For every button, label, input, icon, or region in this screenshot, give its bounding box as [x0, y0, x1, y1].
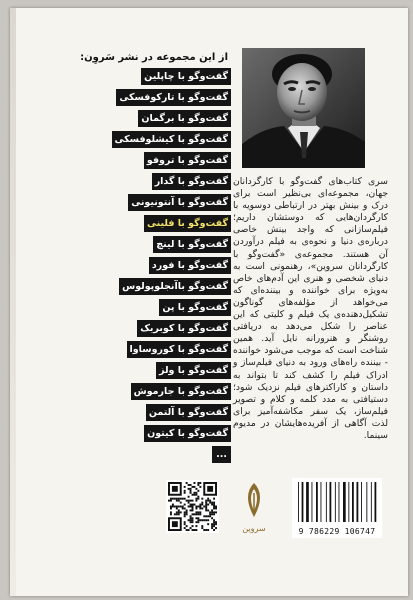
series-title-label: گفت‌وگو با کوبریک: [137, 320, 231, 337]
series-title-label: گفت‌وگو با ولز: [156, 362, 231, 379]
series-title-label: گفت‌وگو با گدار: [152, 173, 231, 190]
series-title-item: [127, 110, 231, 127]
isbn-barcode: [292, 478, 382, 538]
series-title-item: [127, 362, 231, 379]
isbn-number: 9 786229 106747: [298, 527, 376, 536]
series-title-label: گفت‌وگو با آنتونیونی: [128, 194, 231, 211]
series-title-item: [127, 257, 231, 274]
leaf-logo-icon: [240, 481, 268, 521]
series-title-item: [114, 131, 231, 148]
series-title-item: [119, 89, 231, 106]
series-title-item: [127, 425, 231, 442]
series-title-item: [127, 236, 231, 253]
series-title-label: گفت‌وگو با فورد: [149, 257, 231, 274]
series-title-label: گفت‌وگو با جارموش: [131, 383, 231, 400]
series-title-label: گفت‌وگو باآنجلوپولوس: [119, 278, 231, 295]
author-portrait: [242, 48, 365, 168]
series-title-list: [114, 68, 231, 467]
series-description: سری کتاب‌های گفت‌وگو با کارگردانان جهان، مجموعه‌ای بی‌نظیر است برای درک و بینش بهتر در ارتباطی دوسویه با کارگردان‌هایی که دوستشان داریم؛ فیلم‌سازانی که واجد بینش خاصی درباره‌ی دنیا و نحوه‌ی به فیلم درآوردن آن هستند. مجموعه‌ی «گفت‌وگو با کارگردانان سروین»، رهنمونی است به دنیای شخصی و هنری این آدم‌های خاص به‌ویژه برای خواننده و بیننده‌ای که می‌خواهد از مؤلفه‌های گوناگون تشکیل‌دهنده‌ی یک فیلم و کلیتی که این عناصر را شکل می‌دهد به دریافتی روشنگر و هنرورانه نایل آید. همین شناخت است که موجب می‌شود خواننده - بیننده راه‌های ورود به دنیای فیلم‌ساز و ادراک فیلم را کشف کند تا بتواند به داستان و کاراکترهای فیلم نزدیک شود؛ دستیافتی به مدد کلمه و کلام و تصویر فیلم‌ساز، یک سفر مکاشفه‌آمیز برای لذت آگاهی از آفریده‌هایشان در مدیوم سینما.: [233, 176, 388, 441]
cover-edge: [10, 8, 16, 596]
qr-code[interactable]: [166, 480, 219, 533]
series-title-item: [127, 152, 231, 169]
series-heading: از این مجموعه در نشر سَروِن:: [80, 52, 228, 63]
series-title-item: [127, 404, 231, 421]
series-title-item: [127, 68, 231, 85]
series-title-label: گفت‌وگو با پن: [159, 299, 231, 316]
series-title-item: [127, 215, 231, 232]
series-title-item: [127, 194, 231, 211]
series-title-label: گفت‌وگو با آلتمن: [146, 404, 231, 421]
series-title-item: [127, 320, 231, 337]
series-title-label: گفت‌وگو با کیتون: [144, 425, 231, 442]
series-title-label: گفت‌وگو با کیشلوفسکی: [112, 131, 231, 148]
publisher-name: سروین: [242, 524, 266, 533]
series-title-item: [122, 278, 231, 295]
series-title-item: [127, 383, 231, 400]
series-title-label: گفت‌وگو با برگمان: [138, 110, 231, 127]
series-title-item: [127, 173, 231, 190]
series-title-label: گفت‌وگو با تروفو: [144, 152, 231, 169]
series-title-item: [127, 299, 231, 316]
portrait-image: [242, 48, 365, 168]
series-title-item: [127, 341, 231, 358]
series-title-label: گفت‌وگو با چاپلین: [141, 68, 231, 85]
series-title-label: گفت‌وگو با کوروساوا: [127, 341, 231, 358]
qr-code-icon: [168, 482, 217, 531]
series-title-item: [127, 446, 231, 463]
series-title-label: گفت‌وگو با تارکوفسکی: [116, 89, 231, 106]
barcode-icon: [292, 478, 382, 526]
series-title-label: گفت‌وگو با لینچ: [153, 236, 231, 253]
series-title-label: ...: [212, 446, 231, 463]
series-title-label: گفت‌وگو با فلینی: [144, 215, 231, 232]
